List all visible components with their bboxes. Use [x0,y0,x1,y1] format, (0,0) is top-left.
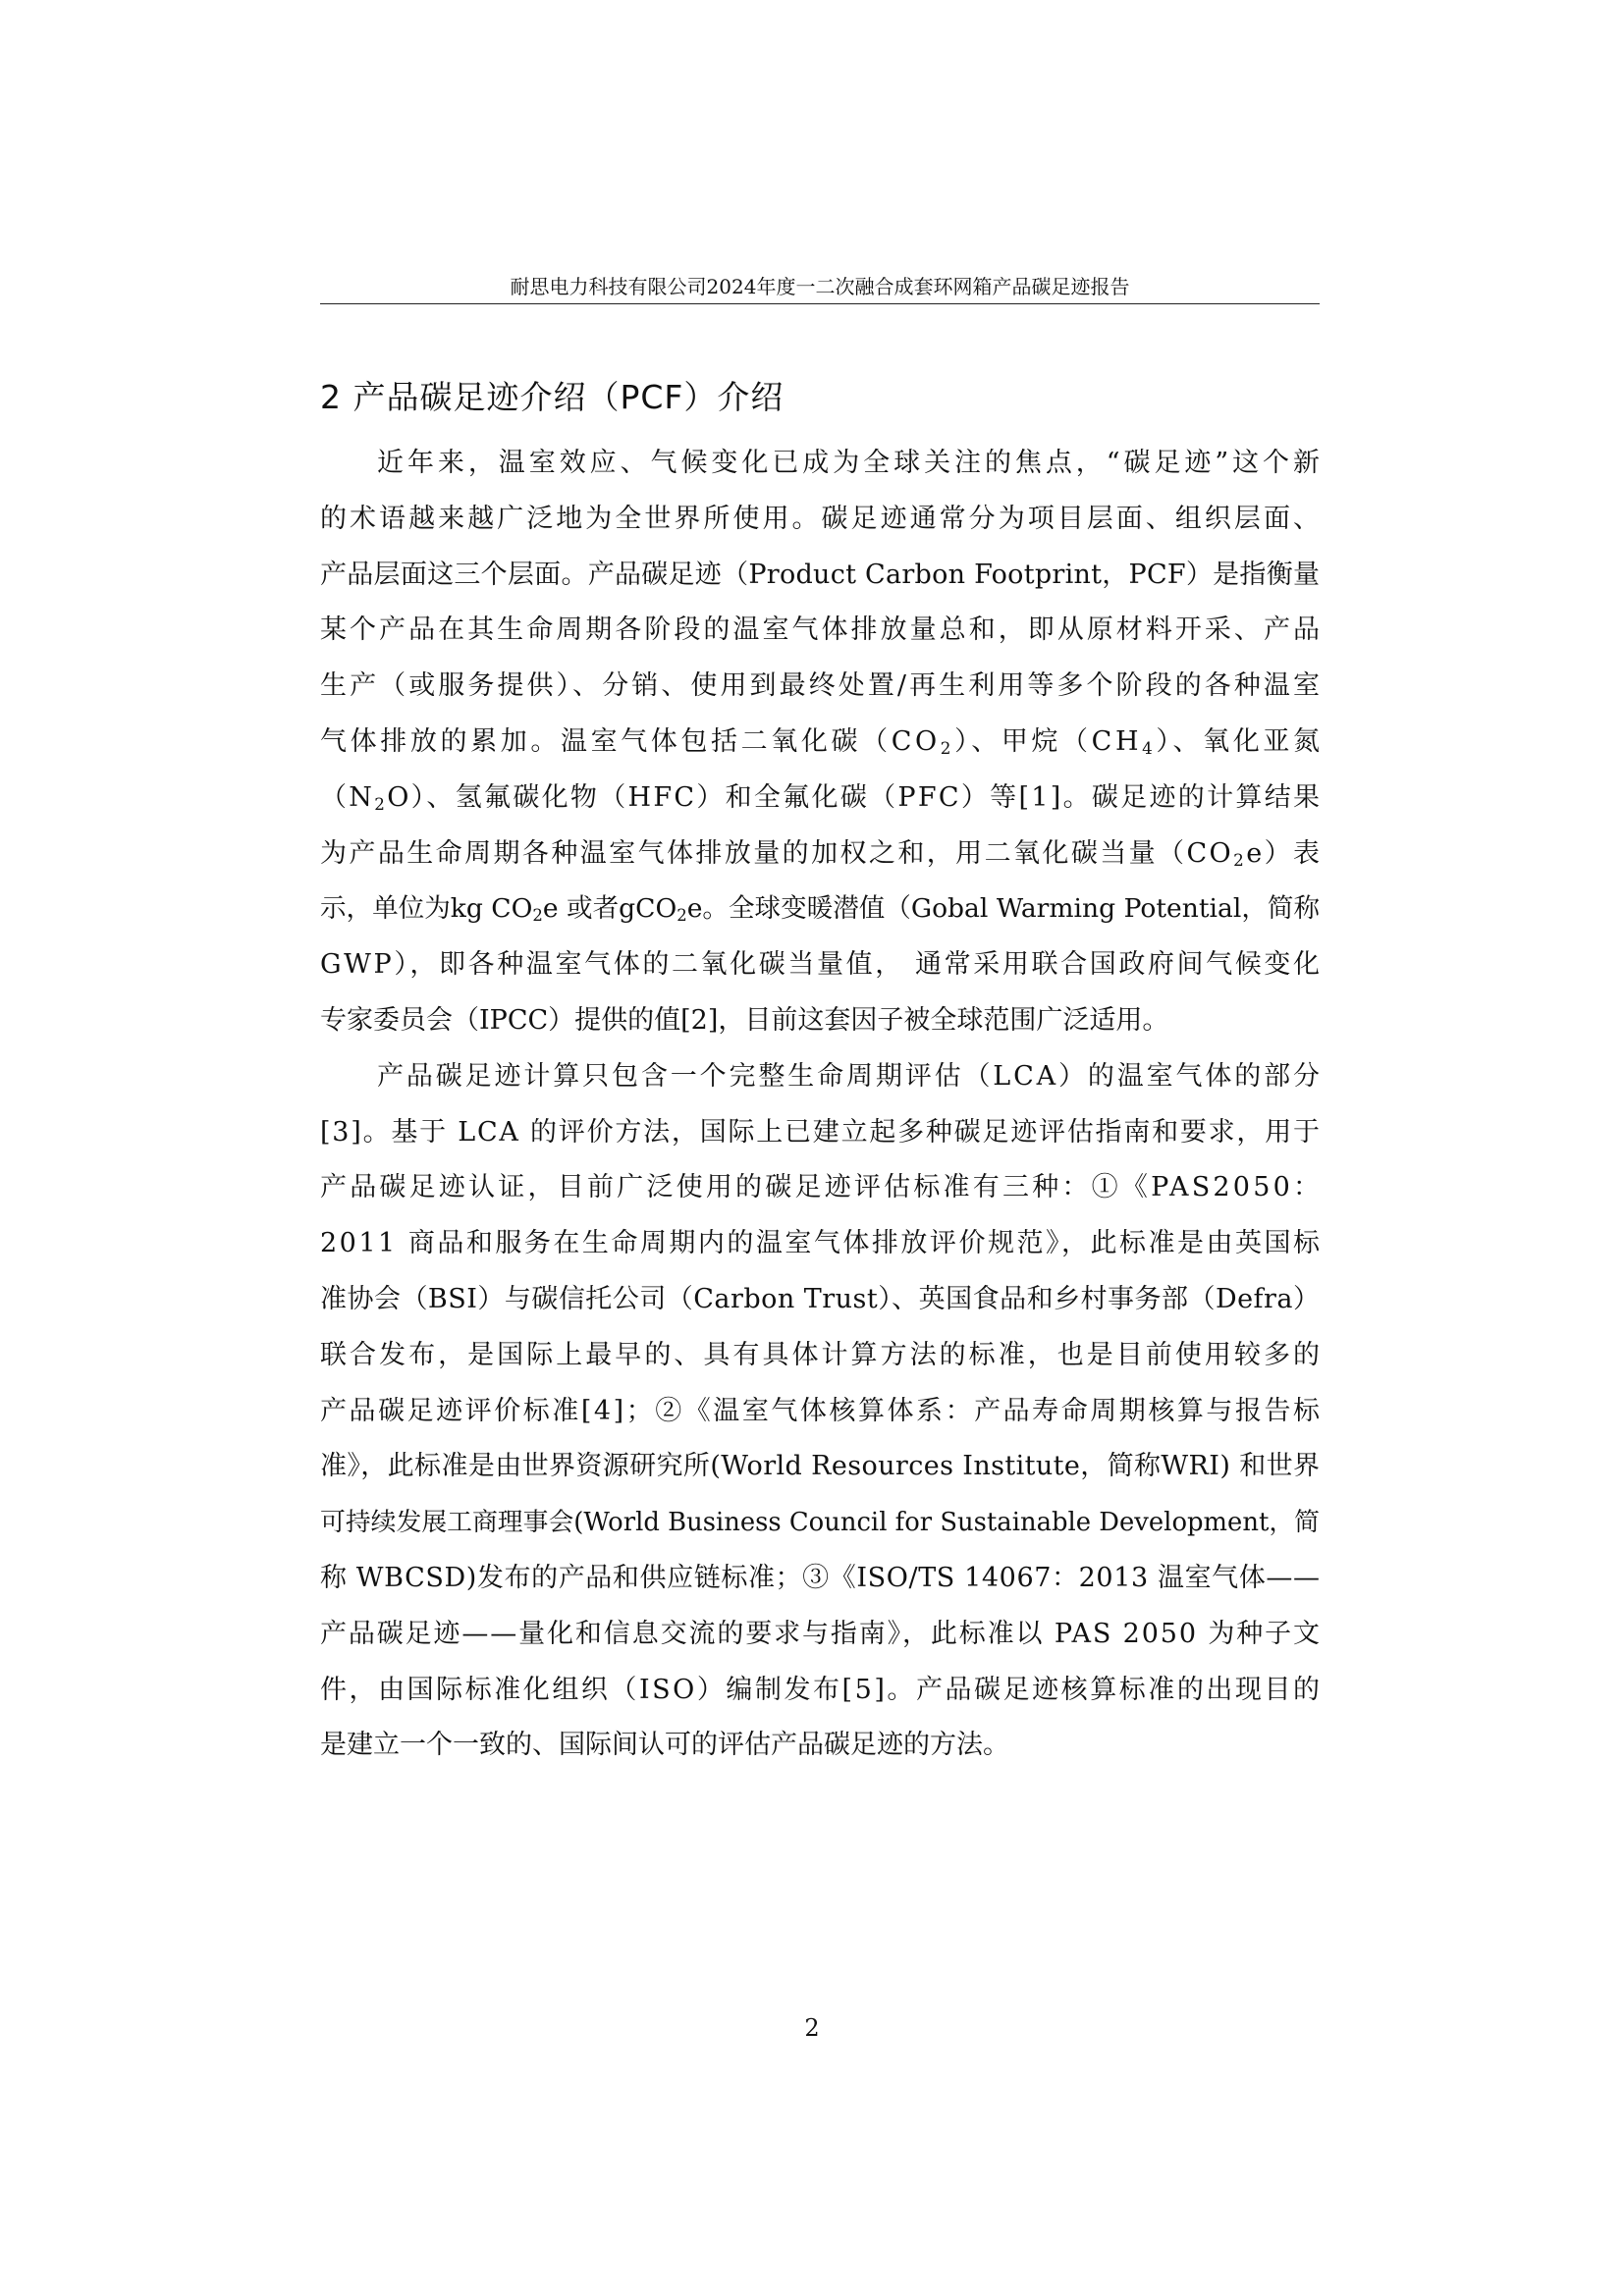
header-rule [320,303,1320,304]
paragraph-1-line [320,827,1323,882]
subscript: 2 [677,906,687,926]
section-title: 2 产品碳足迹介绍（PCF）介绍 [320,378,785,416]
paragraph-1-line: 生产（或服务提供）、分销、使用到最终处置/再生利用等多个阶段的各种温室 [320,670,1324,702]
paragraph-2-line: 产品碳足迹评价标准[4]；②《温室气体核算体系：产品寿命周期核算与报告标 [320,1395,1323,1426]
paragraph-1-line [320,881,1320,937]
paragraph-2-line: 产品碳足迹计算只包含一个完整生命周期评估（LCA）的温室气体的部分 [377,1060,1323,1092]
paragraph-2-line: 产品碳足迹——量化和信息交流的要求与指南》，此标准以 PAS 2050 为种子文 [320,1618,1322,1649]
paragraph-1-line: 近年来，温室效应、气候变化已成为全球关注的焦点，“碳足迹”这个新 [377,448,1324,478]
paragraph-2-line: 准》，此标准是由世界资源研究所(World Resources Institute，简称WRI) 和世界 [320,1451,1321,1482]
paragraph-2-line: 称 WBCSD)发布的产品和供应链标准；③《ISO/TS 14067：2013 温室气体—— [320,1562,1321,1593]
paragraph-2-line: 联合发布，是国际上最早的、具有具体计算方法的标准，也是目前使用较多的 [320,1339,1324,1370]
paragraph-2-line: 2011 商品和服务在生命周期内的温室气体排放评价规范》，此标准是由英国标 [320,1228,1323,1259]
subscript: 4 [1142,738,1157,759]
paragraph-1-line: 专家委员会（IPCC）提供的值[2]，目前这套因子被全球范围广泛适用。 [320,1004,1169,1036]
text-segment: 示，单位为kg $CO_2e$ 或者gCO$_2$e。全球变暖潜值（Gobal Warming Potential，简称 [320,893,1321,926]
subscript: 2 [532,906,543,926]
paragraph-1-line: GWP），即各种温室气体的二氧化碳当量值， 通常采用联合国政府间气候变化 [320,949,1323,981]
page-number: 2 [804,2014,820,2042]
body-text [320,436,1324,1774]
text-segment: $(N_2O)$、氢氟碳化物（HFC）和全氟化碳（PFC）等[1]。碳足迹的计算结果 [320,781,1323,814]
paragraph-2-line: 件，由国际标准化组织（ISO）编制发布[5]。产品碳足迹核算标准的出现目的 [320,1674,1323,1705]
subscript: 2 [940,738,955,759]
text-segment: 气体排放的累加。温室气体包括二氧化碳$(CO_2)$、甲烷$(CH_4)$、氧化亚氮 [320,725,1324,759]
paragraph-1-line: 产品层面这三个层面。产品碳足迹（Product Carbon Footprint，PCF）是指衡量 [320,559,1321,590]
paragraph-2-line: 准协会（BSI）与碳信托公司（Carbon Trust）、英国食品和乡村事务部（Defra） [320,1283,1321,1314]
paragraph-2-line: 是建立一个一致的、国际间认可的评估产品碳足迹的方法。 [320,1730,1009,1761]
text-segment: 为产品生命周期各种温室气体排放量的加权之和，用二氧化碳当量$(CO_2e)$表 [320,837,1323,870]
paragraph-1-line: 某个产品在其生命周期各阶段的温室气体排放量总和，即从原材料开采、产品 [320,614,1324,646]
paragraph-2-line: [3]。基于 LCA 的评价方法，国际上已建立起多种碳足迹评估指南和要求，用于 [320,1116,1322,1148]
subscript: 2 [1233,849,1247,870]
subscript: 2 [374,793,388,814]
paragraph-2-line: 产品碳足迹认证，目前广泛使用的碳足迹评估标准有三种：①《PAS2050： [320,1172,1324,1203]
paragraph-1-line: 的术语越来越广泛地为全世界所使用。碳足迹通常分为项目层面、组织层面、 [320,503,1324,534]
paragraph-2-line: 可持续发展工商理事会(World Business Council for Sustainable Development，简 [320,1508,1320,1538]
paragraph-1-line [320,771,1323,827]
running-header: 耐思电力科技有限公司2024年度一二次融合成套环网箱产品碳足迹报告 [510,275,1130,298]
paragraph-1-line [320,715,1324,771]
